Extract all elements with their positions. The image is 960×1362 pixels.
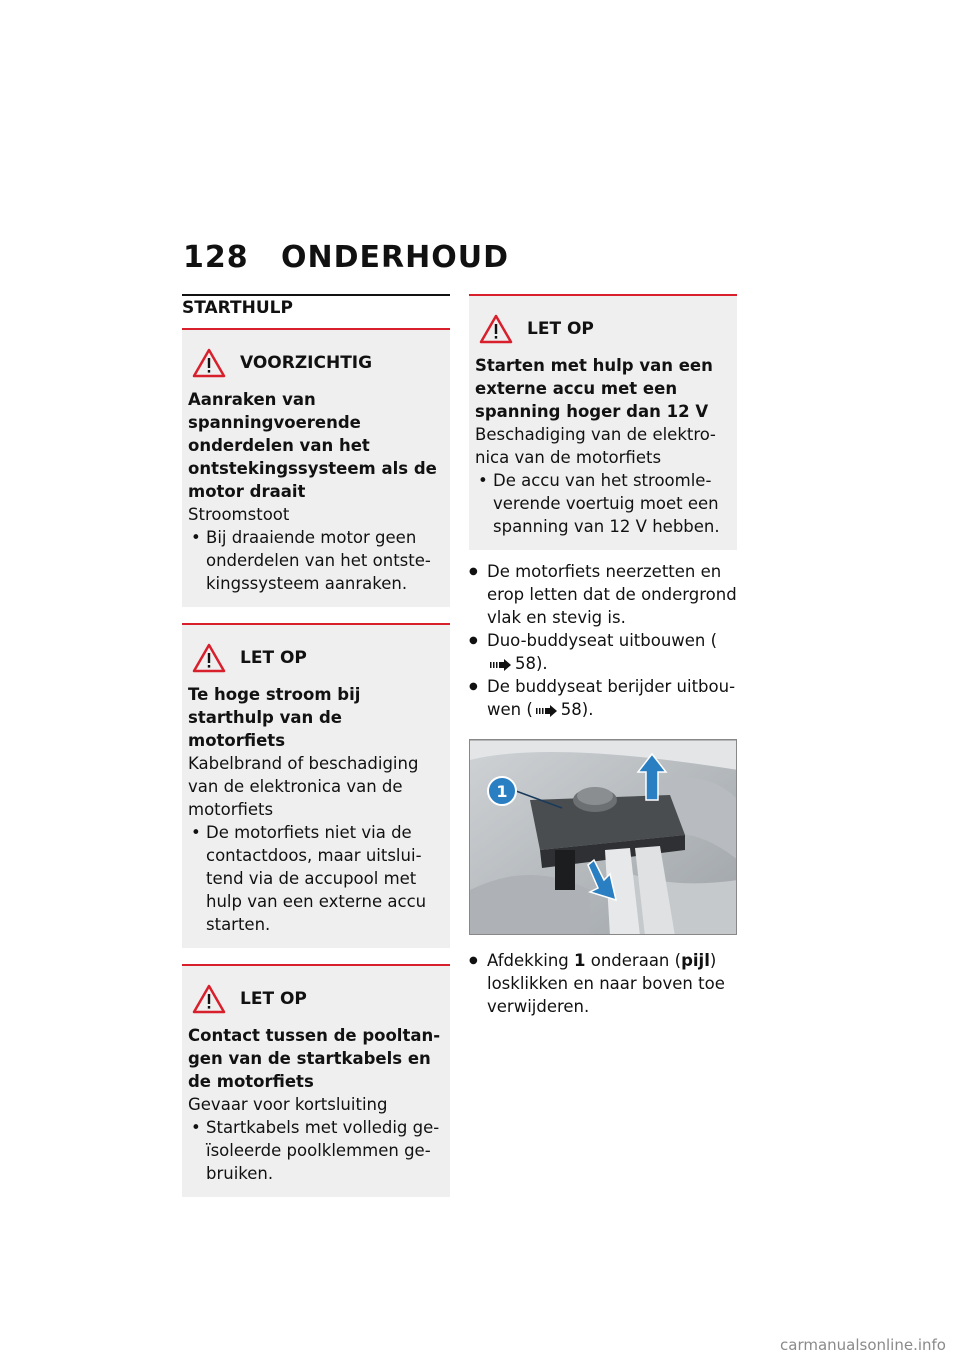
battery-cover-illustration [469,739,737,935]
final-step [469,949,737,1018]
warning-triangle-icon [192,348,226,378]
step-item: ● Afdekking 1 onderaan (pijl) losklikken en naar boven toe verwijderen. [469,949,737,1018]
step-item: ● De motorfiets neerzetten en erop letten dat de ondergrond vlak en stevig is. [469,560,737,629]
warning-instruction: • Bij draaiende motor geen onderdelen van het ontstekingssysteem aanraken. [188,526,442,595]
warning-effect: Gevaar voor kortsluiting [188,1095,388,1114]
page-number: 128 [183,240,249,275]
warning-triangle-icon [479,314,513,344]
section-title: STARTHULP [182,298,293,318]
step-item: ● Duo-buddyseat uitbouwen (58). [469,629,737,675]
page-reference[interactable]: 58 [515,654,536,673]
warning-instruction: • De accu van het stroomleverende voertuig moet een spanning van 12 V hebben. [475,469,729,538]
page-reference-arrow-icon [490,659,512,671]
warning-label: LET OP [240,648,307,668]
page-reference[interactable]: 58 [560,700,582,719]
warning-box-voorzichtig [182,328,450,607]
warning-instruction: • Startkabels met volledig geïsoleerde poolklemmen gebruiken. [188,1116,442,1185]
figure-callout: 1 [496,782,508,801]
warning-instruction: • De motorfiets niet via de contactdoos, maar uitsluitend via de accupool met hulp van een externe accu starten. [188,821,442,936]
left-column [182,328,450,1207]
warning-heading: Aanraken van spanningvoerende onderdelen van het ontstekingssysteem als de motor draait [188,390,437,501]
warning-effect: Stroomstoot [188,505,290,524]
warning-box-let-op-1 [182,623,450,948]
steps-list [469,560,737,721]
watermark: carmanualsonline.info [780,1336,946,1354]
warning-triangle-icon [192,984,226,1014]
warning-effect: Beschadiging van de elektronica van de motorfiets [475,425,716,467]
warning-box-let-op-2 [182,964,450,1197]
battery-cover-photo [470,740,737,935]
warning-triangle-icon [192,643,226,673]
page-header [183,240,509,275]
right-column [469,294,737,1018]
warning-effect: Kabelbrand of beschadiging van de elektronica van de motorfiets [188,754,419,819]
warning-heading: Te hoge stroom bij starthulp van de motorfiets [188,685,361,750]
warning-box-let-op-voltage [469,294,737,550]
step-item: ● De buddyseat berijder uitbouwen ( 58). [469,675,737,721]
warning-label: LET OP [240,989,307,1009]
page-reference-arrow-icon [536,705,558,717]
section-rule [182,294,450,296]
warning-label: VOORZICHTIG [240,353,373,373]
warning-heading: Starten met hulp van een externe accu met een spanning hoger dan 12 V [475,356,713,421]
warning-heading: Contact tussen de pooltangen van de startkabels en de motorfiets [188,1026,441,1091]
chapter-title: ONDERHOUD [281,240,509,275]
warning-label: LET OP [527,319,594,339]
